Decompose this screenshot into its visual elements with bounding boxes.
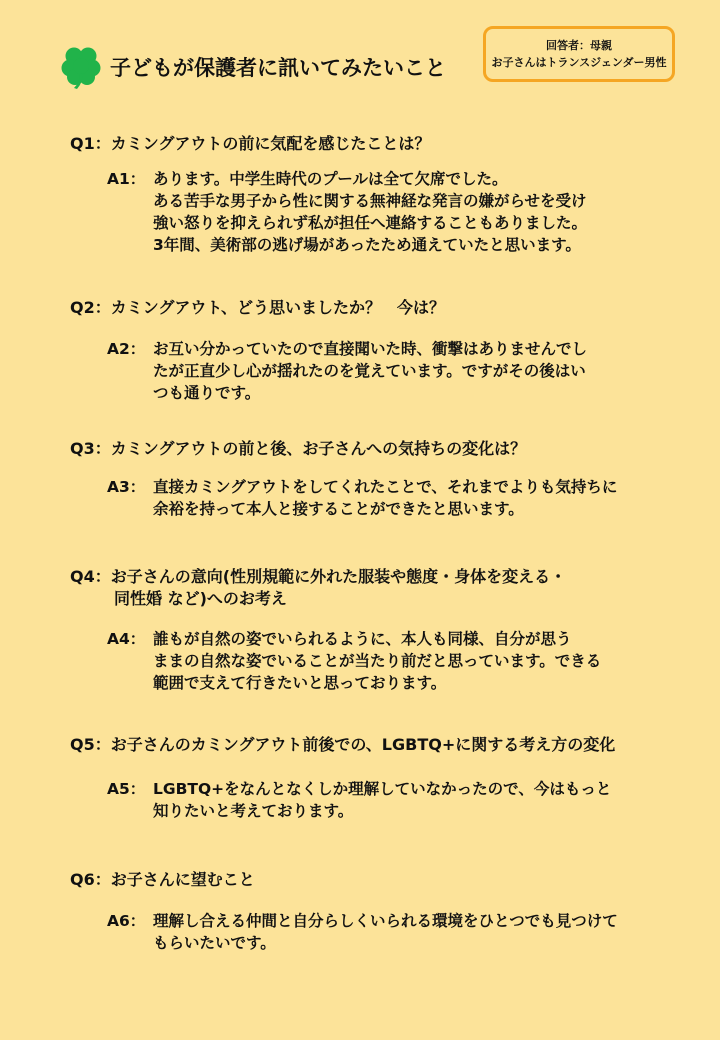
- answer-1: [107, 168, 667, 256]
- question-label: Q6：: [70, 870, 111, 889]
- answer-3: [107, 476, 667, 520]
- answer-2: [107, 338, 667, 404]
- answer-line: もらいたいです。: [153, 934, 276, 952]
- answer-line: 余裕を持って本人と接することができたと思います。: [153, 500, 524, 518]
- answer-line: 理解し合える仲間と自分らしくいられる環境をひとつでも見つけて: [153, 912, 618, 930]
- answer-6: [107, 910, 667, 954]
- answer-line: あります。中学生時代のプールは全て欠席でした。: [153, 170, 508, 188]
- answer-line: LGBTQ+をなんとなくしか理解していなかったので、今はもっと: [153, 780, 612, 798]
- question-text: カミングアウトの前に気配を感じたことは？: [110, 134, 431, 153]
- question-label: Q3：: [70, 439, 111, 458]
- answer-line: 3年間、美術部の逃げ場があったため通えていたと思います。: [153, 236, 581, 254]
- answer-line: 強い怒りを抑えられず私が担任へ連絡することもありました。: [153, 214, 588, 232]
- question-3: [70, 438, 526, 460]
- question-4: [70, 566, 566, 610]
- answer-line: 直接カミングアウトをしてくれたことで、それまでよりも気持ちに: [153, 478, 618, 496]
- question-text: お子さんのカミングアウト前後での、LGBTQ+に関する考え方の変化: [110, 735, 616, 754]
- question-text: カミングアウトの前と後、お子さんへの気持ちの変化は？: [110, 439, 527, 458]
- question-label: Q4：: [70, 567, 111, 586]
- respondent-role: 回答者：母親: [546, 39, 612, 52]
- question-label: Q2：: [70, 298, 111, 317]
- answer-label: A1：: [107, 170, 146, 188]
- answer-line: お互い分かっていたので直接聞いた時、衝撃はありませんでし: [153, 340, 588, 358]
- question-text-continued: 同性婚 など)へのお考え: [114, 589, 287, 608]
- question-label: Q5：: [70, 735, 111, 754]
- answer-line: たが正直少し心が揺れたのを覚えています。ですがその後はい: [153, 362, 586, 380]
- question-text: お子さんに望むこと: [110, 870, 255, 889]
- answer-5: [107, 778, 667, 822]
- respondent-child-info: お子さんはトランスジェンダー男性: [491, 56, 667, 69]
- answer-label: A4：: [107, 630, 146, 648]
- question-5: [70, 734, 615, 756]
- answer-line: 誰もが自然の姿でいられるように、本人も同様、自分が思う: [153, 630, 572, 648]
- respondent-box: [483, 26, 675, 82]
- answer-label: A2：: [107, 340, 146, 358]
- question-2: [70, 297, 445, 319]
- answer-4: [107, 628, 667, 694]
- answer-line: 範囲で支えて行きたいと思っております。: [153, 674, 447, 692]
- answer-label: A5：: [107, 780, 146, 798]
- answer-line: ままの自然な姿でいることが当たり前だと思っています。できる: [153, 652, 602, 670]
- page-title: 子どもが保護者に訊いてみたいこと: [110, 56, 446, 80]
- answer-label: A3：: [107, 478, 146, 496]
- answer-line: つも通りです。: [153, 384, 261, 402]
- question-label: Q1：: [70, 134, 111, 153]
- question-text: お子さんの意向(性別規範に外れた服装や態度・身体を変える・: [110, 567, 567, 586]
- question-text: カミングアウト、どう思いましたか？ 今は？: [110, 298, 445, 317]
- answer-label: A6：: [107, 912, 146, 930]
- answer-line: ある苦手な男子から性に関する無神経な発言の嫌がらせを受け: [153, 192, 587, 210]
- question-1: [70, 133, 430, 155]
- question-6: [70, 869, 255, 891]
- answer-line: 知りたいと考えております。: [153, 802, 354, 820]
- page-header: [58, 44, 446, 90]
- clover-icon: [58, 44, 104, 90]
